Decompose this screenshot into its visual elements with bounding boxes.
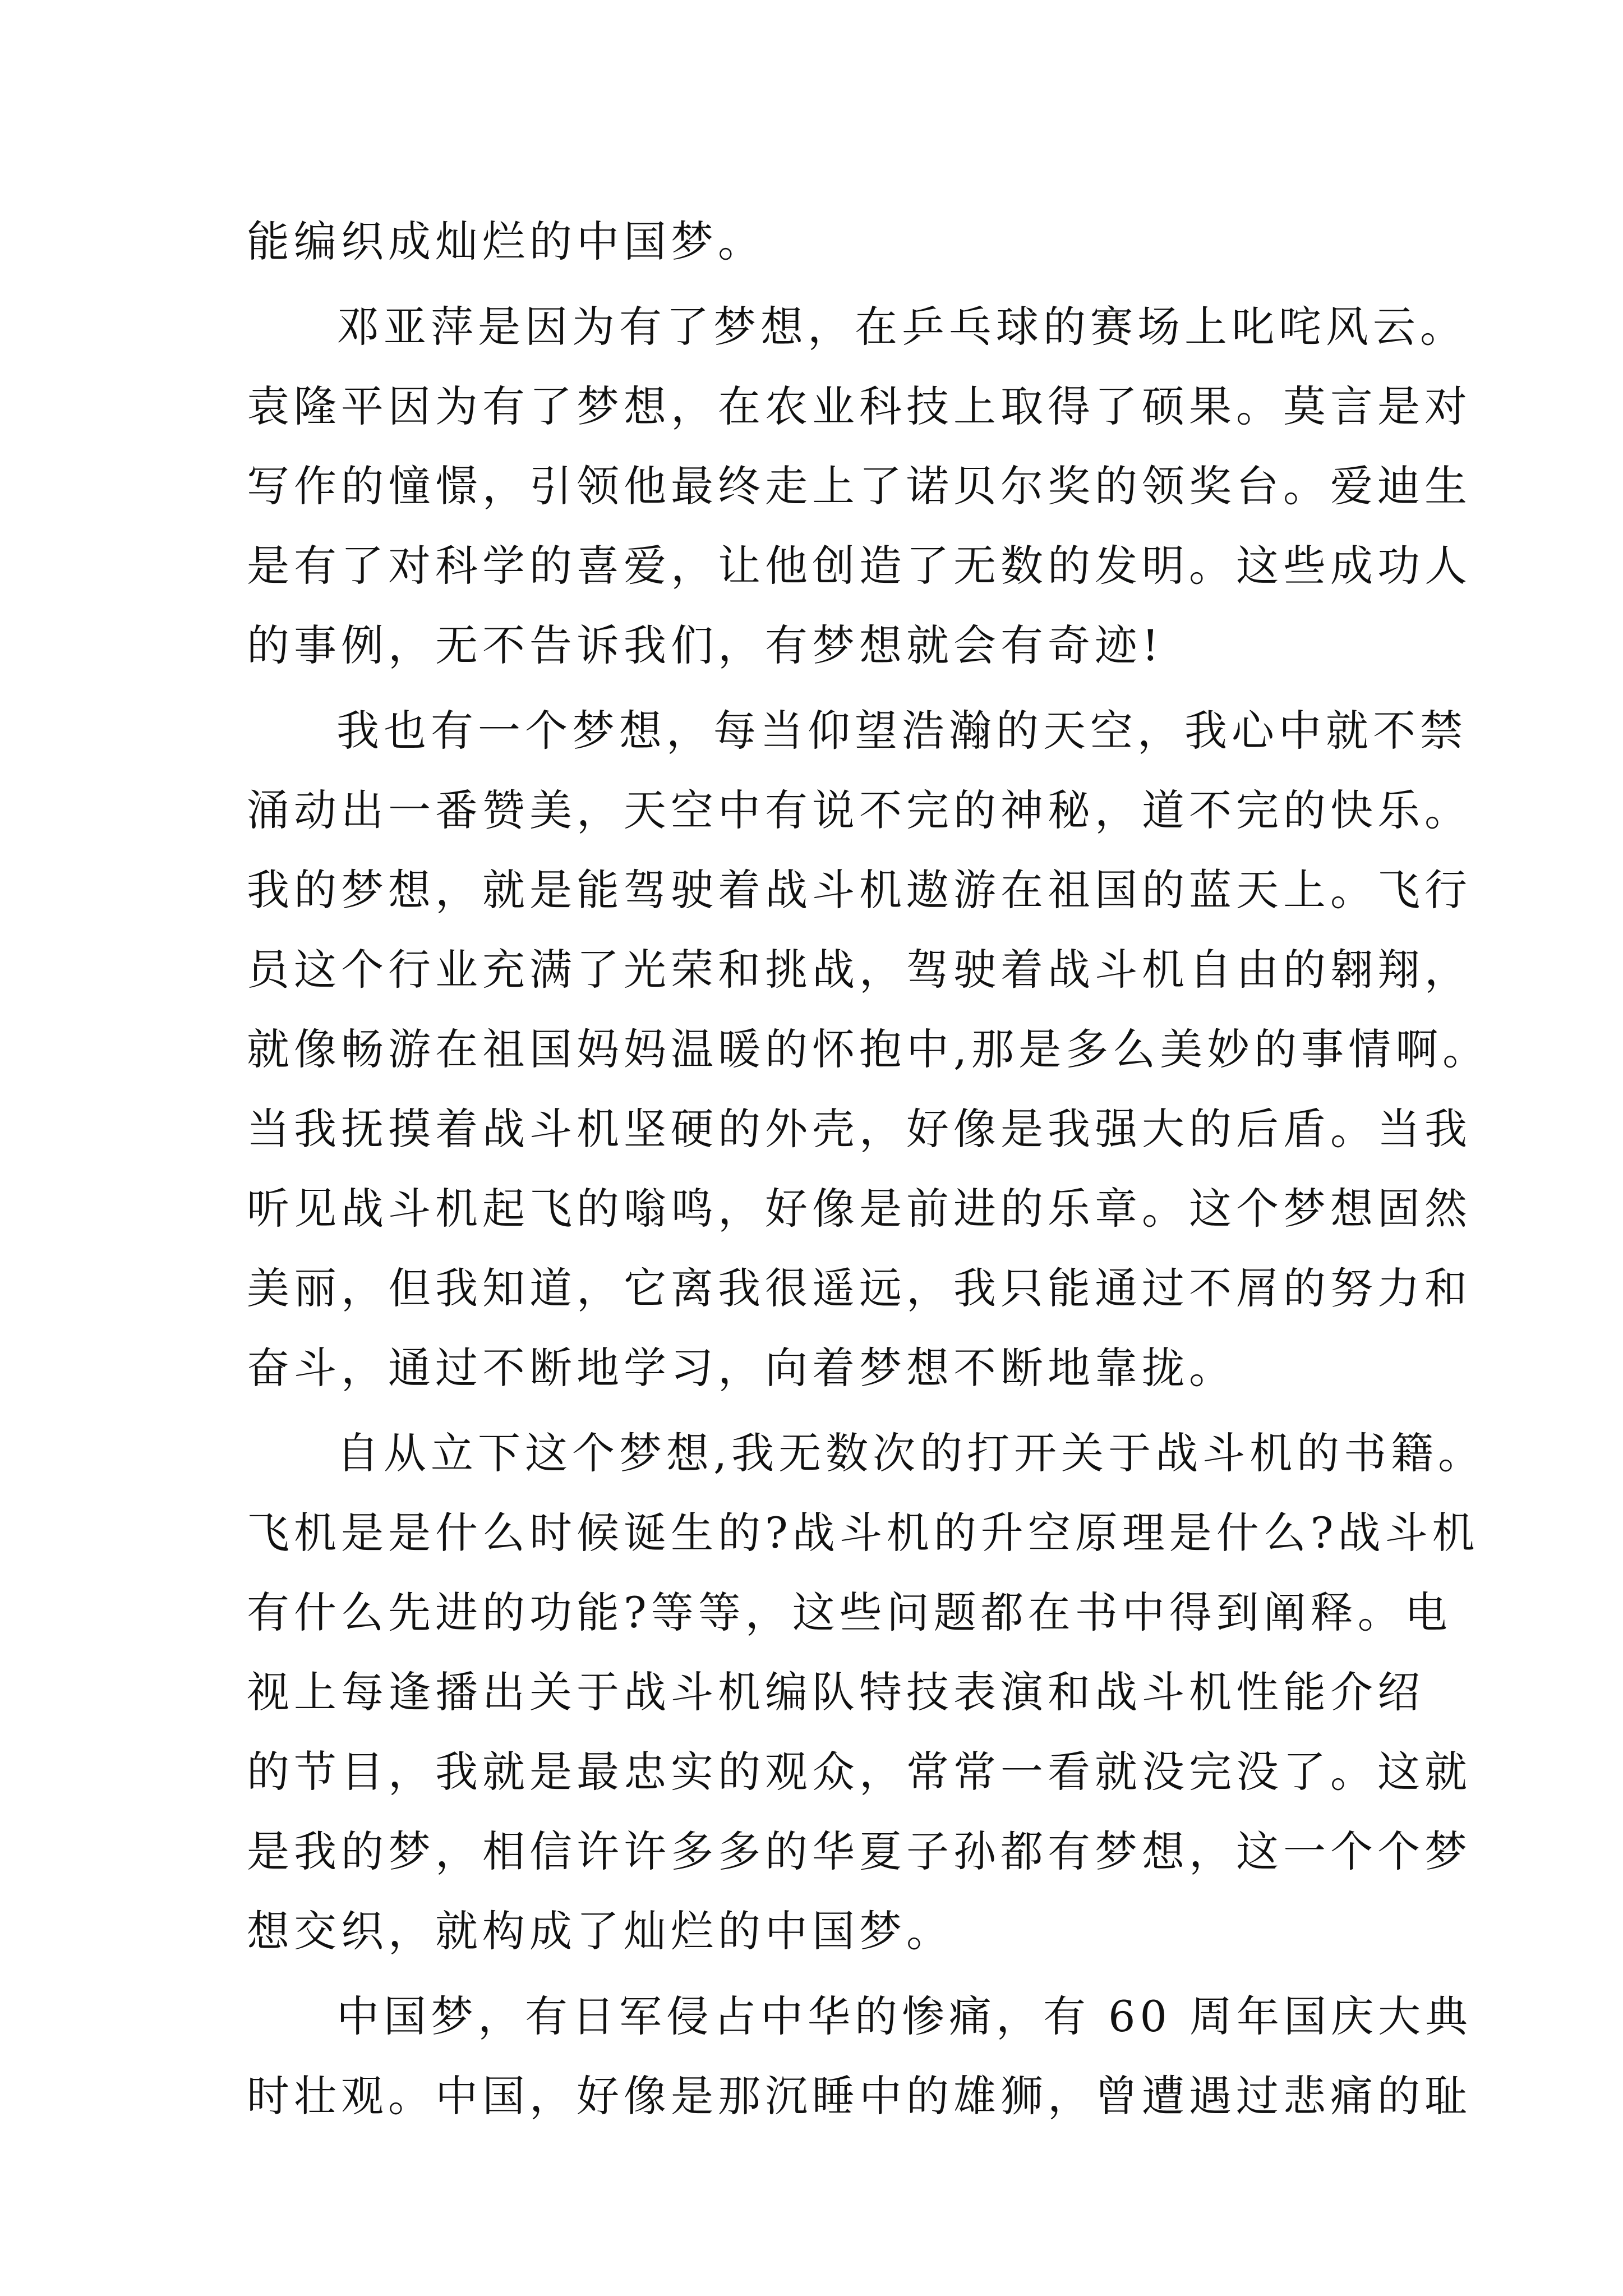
paragraph-gap bbox=[247, 1971, 1402, 1977]
text-line: 当我抚摸着战斗机坚硬的外壳，好像是我强大的后盾。当我 bbox=[247, 1104, 1472, 1154]
text-line: 涌动出一番赞美，天空中有说不完的神秘，道不完的快乐。 bbox=[247, 785, 1472, 835]
text-line: 我也有一个梦想，每当仰望浩瀚的天空，我心中就不禁 bbox=[336, 706, 1467, 756]
text-line: 就像畅游在祖国妈妈温暖的怀抱中,那是多么美妙的事情啊。 bbox=[247, 1024, 1490, 1074]
text-line: 听见战斗机起飞的嗡鸣，好像是前进的乐章。这个梦想固然 bbox=[247, 1184, 1472, 1234]
text-line: 能编织成灿烂的中国梦。 bbox=[247, 217, 765, 266]
text-line: 员这个行业充满了光荣和挑战，驾驶着战斗机自由的翱翔， bbox=[247, 945, 1472, 995]
text-line: 的事例，无不告诉我们，有梦想就会有奇迹! bbox=[247, 620, 1164, 670]
text-line: 飞机是是什么时候诞生的?战斗机的升空原理是什么?战斗机 bbox=[247, 1508, 1479, 1558]
text-line: 我的梦想，就是能驾驶着战斗机遨游在祖国的蓝天上。飞行 bbox=[247, 865, 1472, 915]
text-line: 是有了对科学的喜爱，让他创造了无数的发明。这些成功人 bbox=[247, 541, 1472, 591]
paragraph-gap bbox=[247, 282, 1402, 287]
text-line: 中国梦，有日军侵占中华的惨痛，有 60 周年国庆大典 bbox=[336, 1991, 1473, 2041]
text-line: 视上每逢播出关于战斗机编队特技表演和战斗机性能介绍 bbox=[247, 1667, 1424, 1717]
document-body bbox=[247, 202, 1490, 2136]
text-line: 自从立下这个梦想,我无数次的打开关于战斗机的书籍。 bbox=[336, 1428, 1486, 1478]
text-line: 写作的憧憬，引领他最终走上了诺贝尔奖的领奖台。爱迪生 bbox=[247, 461, 1472, 511]
text-line: 是我的梦，相信许许多多的华夏子孙都有梦想，这一个个梦 bbox=[247, 1826, 1472, 1876]
text-line: 奋斗，通过不断地学习，向着梦想不断地靠拢。 bbox=[247, 1343, 1236, 1393]
text-line: 想交织，就构成了灿烂的中国梦。 bbox=[247, 1906, 953, 1956]
paragraph-gap bbox=[247, 685, 1402, 691]
paragraph-gap bbox=[247, 1408, 1402, 1414]
text-line: 的节目，我就是最忠实的观众，常常一看就没完没了。这就 bbox=[247, 1747, 1472, 1797]
text-line: 邓亚萍是因为有了梦想，在乒乓球的赛场上叱咤风云。 bbox=[336, 302, 1467, 352]
text-line: 有什么先进的功能?等等，这些问题都在书中得到阐释。电 bbox=[247, 1588, 1452, 1637]
text-line: 时壮观。中国，好像是那沉睡中的雄狮，曾遭遇过悲痛的耻 bbox=[247, 2071, 1472, 2121]
text-line: 美丽，但我知道，它离我很遥远，我只能通过不屑的努力和 bbox=[247, 1263, 1472, 1313]
text-line: 袁隆平因为有了梦想，在农业科技上取得了硕果。莫言是对 bbox=[247, 381, 1472, 431]
